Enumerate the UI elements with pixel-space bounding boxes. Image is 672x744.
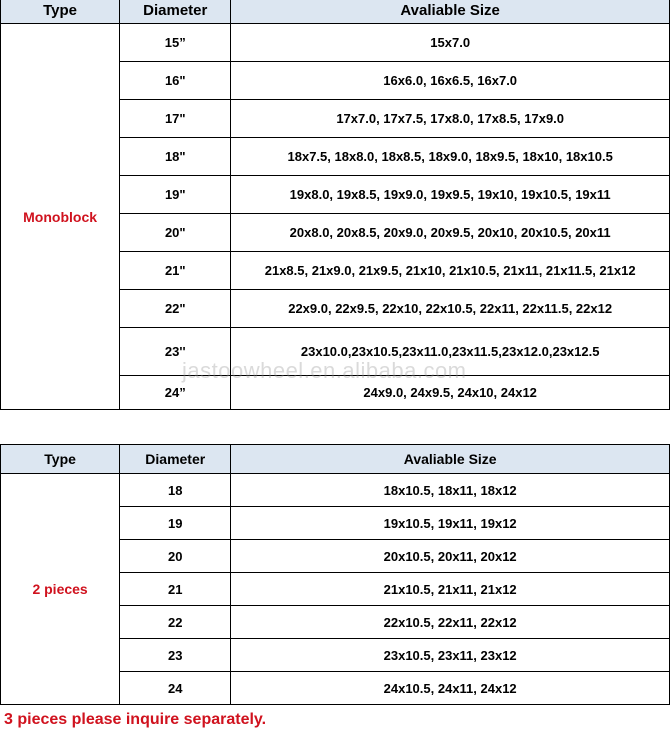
diameter-cell: 21" (120, 252, 231, 290)
diameter-cell: 19 (120, 507, 231, 540)
diameter-cell: 22" (120, 290, 231, 328)
sizes-cell: 18x7.5, 18x8.0, 18x8.5, 18x9.0, 18x9.5, 18x10, 18x10.5 (231, 138, 670, 176)
two-pieces-table (0, 444, 670, 705)
diameter-cell: 20" (120, 214, 231, 252)
diameter-cell: 16" (120, 62, 231, 100)
table-header-row (1, 0, 670, 24)
type-label: 2 pieces (1, 474, 120, 705)
sizes-cell: 20x8.0, 20x8.5, 20x9.0, 20x9.5, 20x10, 20x10.5, 20x11 (231, 214, 670, 252)
inquiry-note: 3 pieces please inquire separately. (4, 711, 267, 728)
sizes-cell: 20x10.5, 20x11, 20x12 (231, 540, 670, 573)
header-size: Avaliable Size (231, 445, 670, 474)
watermark: jastoowheel.en.alibaba.com (182, 358, 467, 383)
header-diameter: Diameter (120, 445, 231, 474)
sizes-cell: 18x10.5, 18x11, 18x12 (231, 474, 670, 507)
sizes-cell: 24x9.0, 24x9.5, 24x10, 24x12 (231, 376, 670, 410)
diameter-cell: 24 (120, 672, 231, 705)
diameter-cell: 18" (120, 138, 231, 176)
diameter-cell: 15” (120, 24, 231, 62)
diameter-cell: 19" (120, 176, 231, 214)
diameter-cell: 18 (120, 474, 231, 507)
diameter-cell: 21 (120, 573, 231, 606)
sizes-cell: 16x6.0, 16x6.5, 16x7.0 (231, 62, 670, 100)
sizes-cell: 24x10.5, 24x11, 24x12 (231, 672, 670, 705)
table-header-row (1, 445, 670, 474)
diameter-cell: 17" (120, 100, 231, 138)
sizes-cell: 17x7.0, 17x7.5, 17x8.0, 17x8.5, 17x9.0 (231, 100, 670, 138)
sizes-cell: 22x9.0, 22x9.5, 22x10, 22x10.5, 22x11, 22x11.5, 22x12 (231, 290, 670, 328)
header-diameter: Diameter (120, 0, 231, 24)
diameter-cell: 23 (120, 639, 231, 672)
table-row (1, 24, 670, 62)
header-type: Type (1, 0, 120, 24)
sizes-cell: 21x10.5, 21x11, 21x12 (231, 573, 670, 606)
sizes-cell: 23x10.0,23x10.5,23x11.0,23x11.5,23x12.0,23x12.5 (231, 328, 670, 376)
header-size: Avaliable Size (231, 0, 670, 24)
diameter-cell: 24” (120, 376, 231, 410)
type-label: Monoblock (1, 24, 120, 410)
diameter-cell: 22 (120, 606, 231, 639)
sizes-cell: 22x10.5, 22x11, 22x12 (231, 606, 670, 639)
table-row (1, 474, 670, 507)
sizes-cell: 23x10.5, 23x11, 23x12 (231, 639, 670, 672)
sizes-cell: 15x7.0 (231, 24, 670, 62)
diameter-cell: 20 (120, 540, 231, 573)
sizes-cell: 21x8.5, 21x9.0, 21x9.5, 21x10, 21x10.5, 21x11, 21x11.5, 21x12 (231, 252, 670, 290)
header-type: Type (1, 445, 120, 474)
sizes-cell: 19x8.0, 19x8.5, 19x9.0, 19x9.5, 19x10, 19x10.5, 19x11 (231, 176, 670, 214)
sizes-cell: 19x10.5, 19x11, 19x12 (231, 507, 670, 540)
diameter-cell: 23'' (120, 328, 231, 376)
